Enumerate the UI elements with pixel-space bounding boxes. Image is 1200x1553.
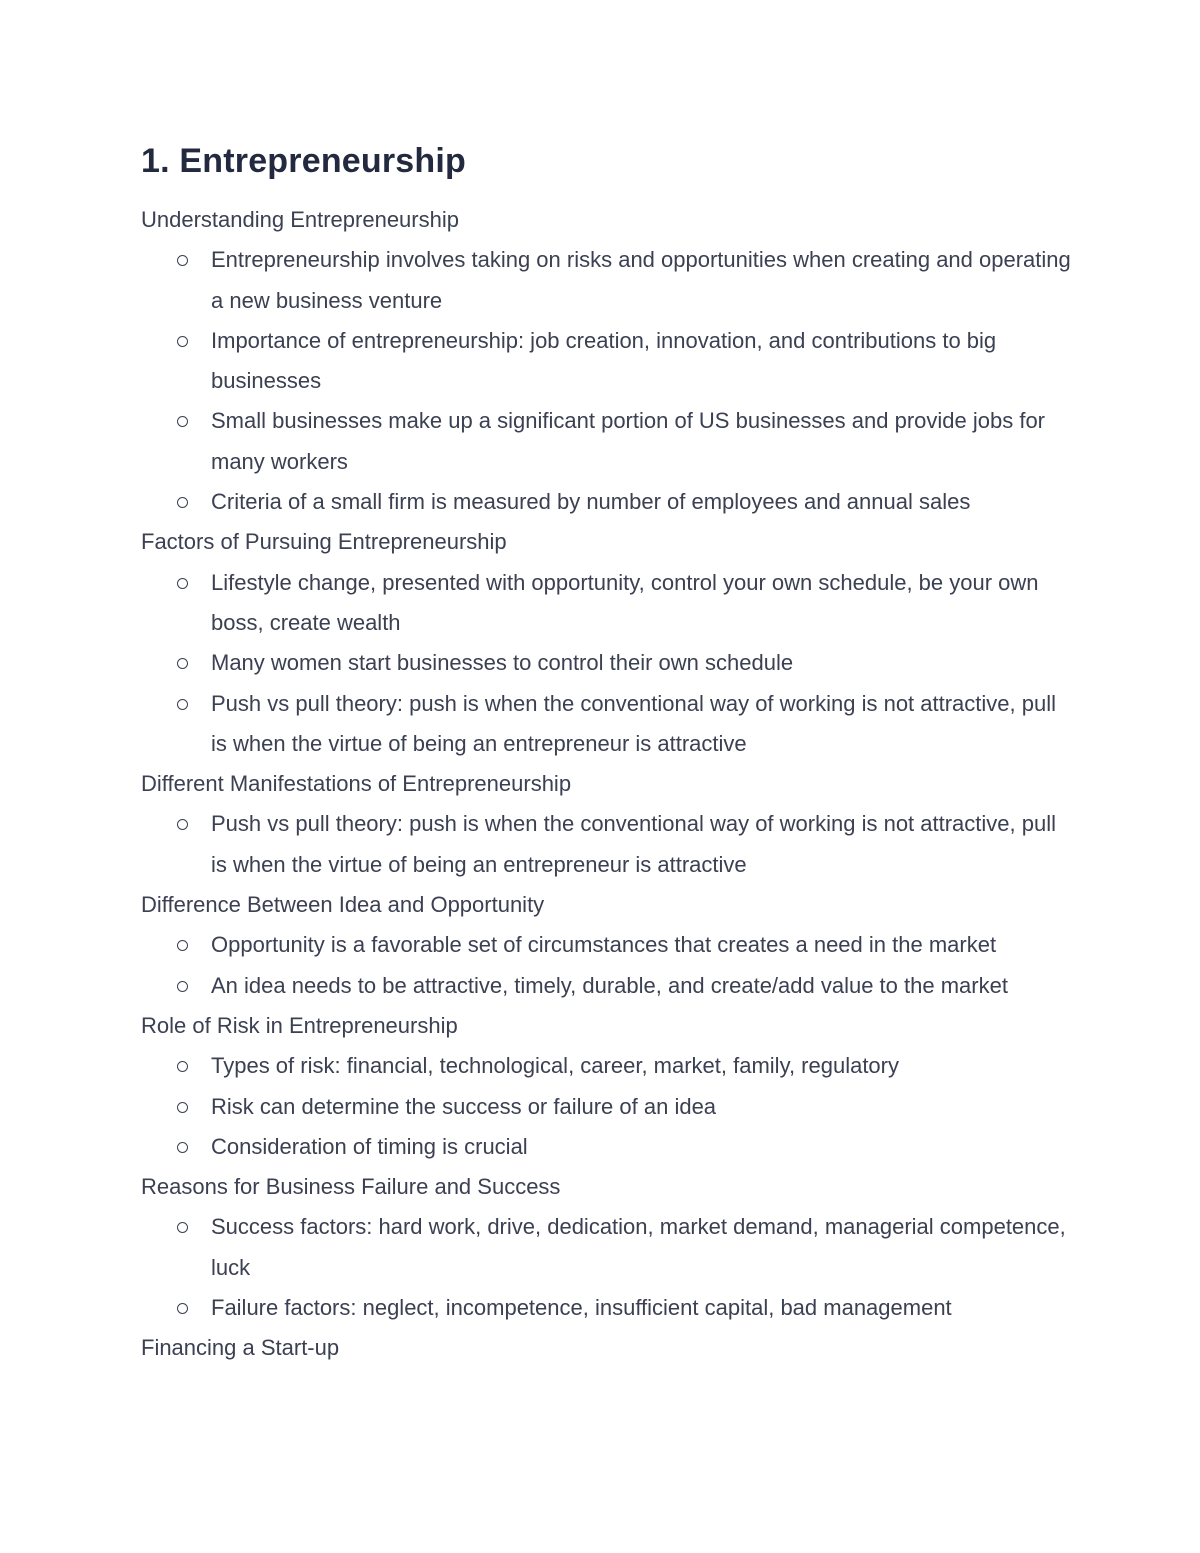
list-item-text: Lifestyle change, presented with opportunity, control your own schedule, be your own boss, create wealth xyxy=(211,569,1039,635)
section-heading: Different Manifestations of Entrepreneurship xyxy=(141,771,572,797)
section-heading: Reasons for Business Failure and Success xyxy=(141,1174,561,1200)
section-heading: Factors of Pursuing Entrepreneurship xyxy=(141,529,507,555)
list-item xyxy=(141,1127,1071,1167)
hollow-circle-bullet-icon xyxy=(177,940,188,951)
section xyxy=(141,1328,1071,1368)
hollow-circle-bullet-icon xyxy=(177,819,188,830)
hollow-circle-bullet-icon xyxy=(177,699,188,710)
section-heading: Understanding Entrepreneurship xyxy=(141,207,459,232)
hollow-circle-bullet-icon xyxy=(177,981,188,992)
section xyxy=(141,522,1071,764)
document-page xyxy=(141,138,1071,1369)
hollow-circle-bullet-icon xyxy=(177,658,188,669)
hollow-circle-bullet-icon xyxy=(177,336,188,347)
list-item-text: An idea needs to be attractive, timely, durable, and create/add value to the market xyxy=(211,972,1008,998)
hollow-circle-bullet-icon xyxy=(177,497,188,508)
list-item xyxy=(141,563,1071,644)
list-item-text: Types of risk: financial, technological, career, market, family, regulatory xyxy=(211,1053,899,1079)
list-item-text: Push vs pull theory: push is when the conventional way of working is not attractive, pull is when the virtue of being an entrepreneur is attractive xyxy=(211,690,1057,756)
bullet-list xyxy=(141,563,1071,764)
section xyxy=(141,1167,1071,1328)
list-item xyxy=(141,1288,1071,1328)
list-item xyxy=(141,1087,1071,1127)
list-item-text: Success factors: hard work, drive, dedication, market demand, managerial competence, luck xyxy=(211,1214,1066,1280)
list-item-text: Criteria of a small firm is measured by number of employees and annual sales xyxy=(211,489,971,515)
hollow-circle-bullet-icon xyxy=(177,578,188,589)
section-heading: Role of Risk in Entrepreneurship xyxy=(141,1012,458,1038)
section-heading: Difference Between Idea and Opportunity xyxy=(141,892,545,918)
list-item xyxy=(141,1046,1071,1086)
hollow-circle-bullet-icon xyxy=(177,1303,188,1314)
list-item-text: Opportunity is a favorable set of circumstances that creates a need in the market xyxy=(211,932,997,958)
section xyxy=(141,764,1071,885)
list-item-text: Entrepreneurship involves taking on risks and opportunities when creating and operating a new business venture xyxy=(211,247,1071,313)
section xyxy=(141,200,1071,522)
list-item-text: Consideration of timing is crucial xyxy=(211,1133,528,1159)
bullet-list xyxy=(141,1207,1071,1328)
list-item xyxy=(141,925,1071,965)
hollow-circle-bullet-icon xyxy=(177,1222,188,1233)
document-title: 1. Entrepreneurship xyxy=(141,142,466,180)
list-item-text: Small businesses make up a significant portion of US businesses and provide jobs for many workers xyxy=(211,408,1046,474)
hollow-circle-bullet-icon xyxy=(177,255,188,266)
section-heading: Financing a Start-up xyxy=(141,1335,340,1361)
list-item xyxy=(141,966,1071,1006)
bullet-list xyxy=(141,925,1071,1006)
title-spacer xyxy=(141,184,1071,200)
list-item-text: Risk can determine the success or failure of an idea xyxy=(211,1093,717,1119)
section xyxy=(141,885,1071,1006)
hollow-circle-bullet-icon xyxy=(177,1142,188,1153)
list-item xyxy=(141,240,1071,321)
list-item-text: Importance of entrepreneurship: job creation, innovation, and contributions to big businesses xyxy=(211,327,997,394)
list-item xyxy=(141,401,1071,482)
hollow-circle-bullet-icon xyxy=(177,416,188,427)
bullet-list xyxy=(141,804,1071,885)
list-item-text: Many women start businesses to control their own schedule xyxy=(211,650,794,676)
hollow-circle-bullet-icon xyxy=(177,1061,188,1072)
hollow-circle-bullet-icon xyxy=(177,1102,188,1113)
list-item xyxy=(141,684,1071,765)
list-item xyxy=(141,482,1071,522)
list-item xyxy=(141,1207,1071,1288)
list-item xyxy=(141,804,1071,885)
list-item xyxy=(141,643,1071,683)
list-item xyxy=(141,321,1071,402)
bullet-list xyxy=(141,1046,1071,1167)
list-item-text: Failure factors: neglect, incompetence, insufficient capital, bad management xyxy=(211,1295,952,1321)
bullet-list xyxy=(141,240,1071,522)
list-item-text: Push vs pull theory: push is when the conventional way of working is not attractive, pull is when the virtue of being an entrepreneur is attractive xyxy=(211,811,1057,877)
section xyxy=(141,1006,1071,1167)
document-body xyxy=(141,200,1071,1369)
